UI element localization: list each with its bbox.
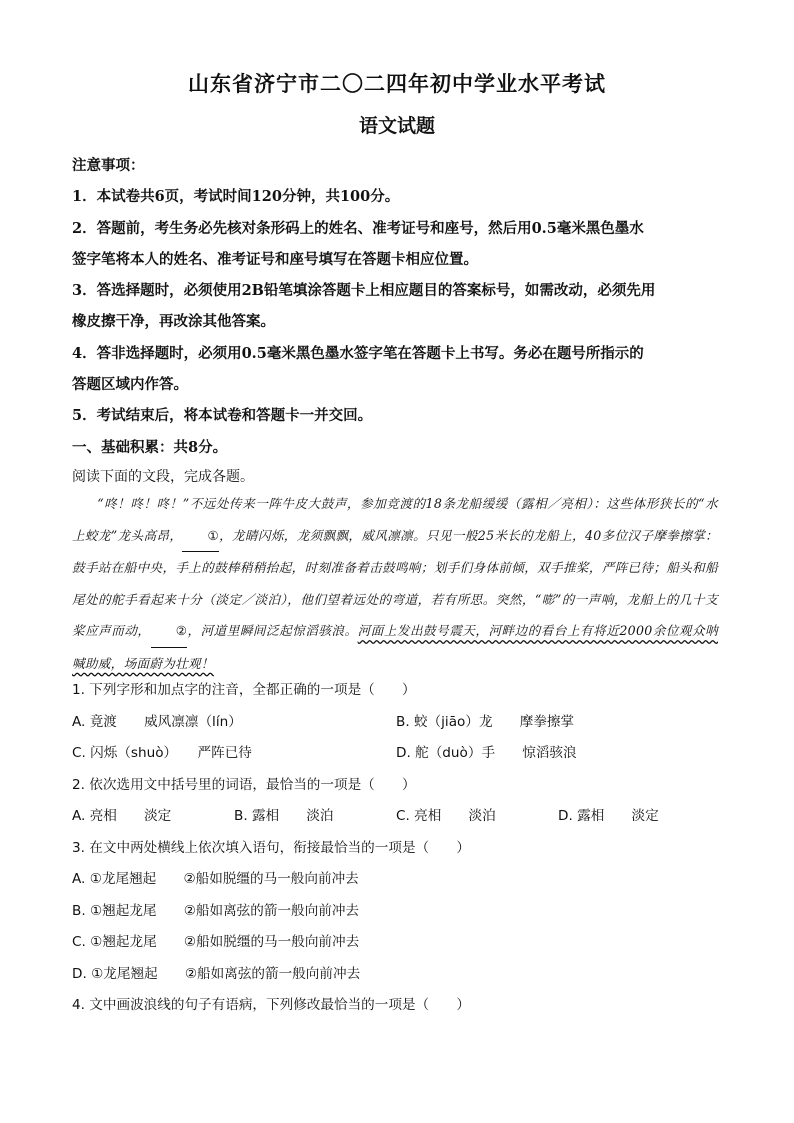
- notice-line: 1．本试卷共6页，考试时间120分钟，共100分。: [72, 188, 400, 206]
- passage-text: ，河道里瞬间泛起惊滔骇浪。: [187, 623, 358, 639]
- notice-line: 橡皮擦干净，再改涂其他答案。: [72, 313, 275, 331]
- option-a: A. 竟渡 威风凛凛（lín）: [72, 713, 242, 730]
- blank-1: ①: [182, 520, 219, 553]
- option-c: C. ①翘起龙尾 ②船如脱缰的马一般向前冲去: [72, 934, 360, 950]
- notice-line: 5．考试结束后，将本试卷和答题卡一并交回。: [72, 407, 373, 425]
- notice-section: [72, 150, 718, 463]
- question-stem: 4. 文中画波浪线的句子有语病，下列修改最恰当的一项是（ ）: [72, 997, 470, 1013]
- wavy-sentence: 河面上发出鼓号震天，河畔边的看台上有将近2000余位观众呐喊助威，场面蔚为壮观！: [72, 623, 718, 671]
- page-subtitle: 语文试题: [358, 115, 435, 137]
- option-c: C. 闪烁（shuò） 严阵已待: [72, 745, 252, 761]
- option-d: D. 露相 淡定: [558, 808, 659, 824]
- notice-line: 签字笔将本人的姓名、准考证号和座号填写在答题卡相应位置。: [72, 250, 478, 268]
- option-b: B. 蛟（jiāo）龙 摩拳擦掌: [396, 713, 575, 730]
- reading-intro: 阅读下面的文段，完成各题。: [72, 469, 254, 485]
- questions: [72, 675, 718, 1022]
- option-c: C. 亮相 淡泊: [396, 808, 496, 824]
- page-title: 山东省济宁市二〇二四年初中学业水平考试: [188, 71, 606, 96]
- option-a: A. ①龙尾翘起 ②船如脱缰的马一般向前冲去: [72, 871, 359, 887]
- option-d: D. 舵（duò）手 惊滔骇浪: [396, 745, 577, 761]
- option-b: B. ①翘起龙尾 ②船如离弦的箭一般向前冲去: [72, 902, 360, 919]
- question-stem: 3. 在文中两处横线上依次填入语句，衔接最恰当的一项是（ ）: [72, 839, 470, 856]
- option-d: D. ①龙尾翘起 ②船如离弦的箭一般向前冲去: [72, 965, 361, 982]
- blank-2: ②: [151, 615, 188, 648]
- passage-text: ，龙睛闪烁，龙须飘飘，威风凛凛。只见一般25米长的龙船上，40多位汉子摩拳擦掌：鼓手站在船中央，手上的鼓棒稍稍抬起，时刻准备着击鼓鸣响；划手们身体前倾，双手推桨，严阵已待；船头和船尾处的舵手看起来十分（淡定／淡泊），他们望着远处的弯道，若有所思。突然，“嘭”的一声响，龙船上的几十支桨应声而动，: [72, 527, 719, 639]
- notice-heading: 注意事项：: [72, 157, 145, 174]
- notice-line: 2．答题前，考生务必先核对条形码上的姓名、准考证号和座号，然后用0.5毫米黑色墨水: [72, 219, 644, 237]
- reading-passage: [72, 488, 718, 680]
- section-heading: 一、基础积累：共8分。: [72, 438, 228, 456]
- option-b: B. 露相 淡泊: [234, 808, 334, 824]
- passage-text: “咚！咚！咚！”不远处传来一阵牛皮大鼓声，参加竞渡的18条龙船缓缓（露相／亮相）：这些体形狭长的“水上蛟龙”龙头高昂，: [72, 496, 718, 543]
- option-a: A. 亮相 淡定: [72, 808, 172, 824]
- question-stem: 1. 下列字形和加点字的注音，全都正确的一项是（ ）: [72, 682, 416, 698]
- question-stem: 2. 依次选用文中括号里的词语，最恰当的一项是（ ）: [72, 776, 416, 793]
- notice-line: 4．答非选择题时，必须用0.5毫米黑色墨水签字笔在答题卡上书写。务必在题号所指示的: [72, 344, 644, 362]
- notice-line: 答题区域内作答。: [72, 376, 188, 394]
- notice-line: 3．答选择题时，必须使用2B铅笔填涂答题卡上相应题目的答案标号，如需改动，必须先用: [72, 282, 656, 300]
